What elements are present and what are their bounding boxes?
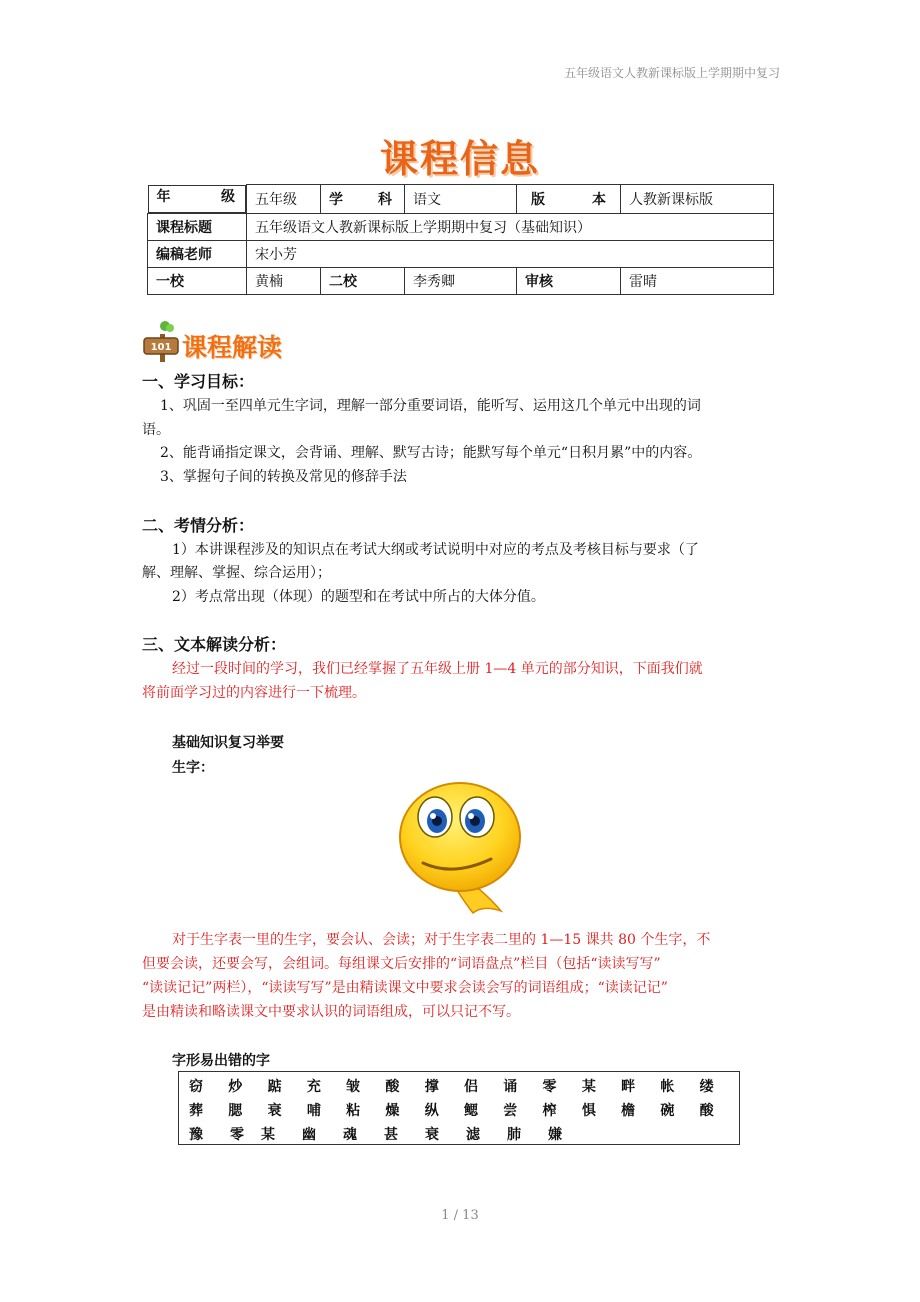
char: 踮 <box>267 1079 282 1095</box>
char-row-3 <box>189 1122 739 1146</box>
edition-value: 人教新课标版 <box>621 185 774 214</box>
char: 肺 <box>507 1127 521 1143</box>
review-value: 雷晴 <box>621 267 774 294</box>
char: 某 <box>261 1127 275 1143</box>
error-chars-box <box>178 1071 740 1145</box>
goals-heading: 一、学习目标： <box>142 372 255 391</box>
char: 充 <box>306 1079 321 1095</box>
text-analysis-heading: 三、文本解读分析： <box>142 635 287 654</box>
review-para: 对于生字表一里的生字，要会认、会读；对于生字表二里的 1—15 课共 80 个生字，不 <box>172 932 711 948</box>
review-para-4: 是由精读和略读课文中要求认识的词语组成，可以只记不写。 <box>142 1004 520 1020</box>
course-title-label: 课程标题 <box>148 213 247 240</box>
char: 滤 <box>466 1127 480 1143</box>
char: 幽 <box>302 1127 316 1143</box>
char: 畔 <box>621 1079 636 1095</box>
course-info-table <box>147 184 774 295</box>
analysis-intro: 经过一段时间的学习，我们已经掌握了五年级上册 1—4 单元的部分知识，下面我们就 <box>172 661 703 677</box>
course-title-value: 五年级语文人教新课标版上学期期中复习（基础知识） <box>247 213 774 240</box>
char: 魂 <box>343 1127 357 1143</box>
subject-value: 语文 <box>405 185 517 214</box>
char: 碗 <box>660 1103 675 1119</box>
char-row-2 <box>189 1098 739 1122</box>
goal-item-3: 3、掌握句子间的转换及常见的修辞手法 <box>160 469 407 485</box>
course-reading-banner <box>142 320 322 362</box>
char: 豫 <box>189 1127 203 1143</box>
char: 腮 <box>228 1103 243 1119</box>
char: 甚 <box>384 1127 398 1143</box>
char: 侣 <box>463 1079 478 1095</box>
char: 帐 <box>660 1079 675 1095</box>
char: 哺 <box>306 1103 321 1119</box>
char: 撑 <box>424 1079 439 1095</box>
char: 零 <box>230 1127 244 1143</box>
goal-item-1-cont: 语。 <box>142 422 170 438</box>
editor-label: 编稿老师 <box>148 240 247 267</box>
table-row <box>148 240 774 267</box>
char: 燥 <box>385 1103 400 1119</box>
signpost-icon <box>142 320 186 362</box>
char: 榨 <box>542 1103 557 1119</box>
banner-title: 课程解读 <box>182 333 283 362</box>
cartoon-fish-illustration <box>395 775 530 920</box>
page-title: 课程信息 <box>379 137 540 181</box>
char: 酸 <box>385 1079 400 1095</box>
review-para-3: “读读记记”两栏），“读读写写”是由精读课文中要求会读会写的词语组成；“读读记记” <box>142 980 668 996</box>
char: 诵 <box>503 1079 518 1095</box>
review-heading: 基础知识复习举要 <box>172 735 284 751</box>
char: 惧 <box>581 1103 596 1119</box>
school1-value: 黄楠 <box>247 267 321 294</box>
analysis-intro-cont: 将前面学习过的内容进行一下梳理。 <box>142 685 366 701</box>
goal-item-2: 2、能背诵指定课文，会背诵、理解、默写古诗；能默写每个单元“日积月累”中的内容。 <box>160 445 702 461</box>
subject-label: 学 科 <box>321 185 405 214</box>
char: 尝 <box>503 1103 518 1119</box>
table-row <box>148 213 774 240</box>
edition-label: 版 本 <box>517 185 621 214</box>
char: 纵 <box>424 1103 439 1119</box>
table-row <box>148 185 774 214</box>
char: 粘 <box>346 1103 361 1119</box>
char: 衰 <box>267 1103 282 1119</box>
school2-value: 李秀卿 <box>405 267 517 294</box>
exam-item-1-cont: 解、理解、掌握、综合运用）； <box>142 565 331 581</box>
grade-label: 年 级 <box>148 185 247 213</box>
char: 皱 <box>346 1079 361 1095</box>
char: 炒 <box>228 1079 243 1095</box>
error-chars-heading: 字形易出错的字 <box>172 1053 270 1069</box>
char: 檐 <box>621 1103 636 1119</box>
editor-value: 宋小芳 <box>247 240 774 267</box>
char: 缕 <box>699 1079 714 1095</box>
exam-item-1: 1）本讲课程涉及的知识点在考试大纲或考试说明中对应的考点及考核目标与要求（了 <box>172 542 699 558</box>
grade-value: 五年级 <box>247 185 321 214</box>
exam-item-2: 2）考点常出现（体现）的题型和在考试中所占的大体分值。 <box>172 589 545 605</box>
review-para-2: 但要会读，还要会写，会组词。每组课文后安排的“词语盘点”栏目（包括“读读写写” <box>142 956 661 972</box>
goal-item-1: 1、巩固一至四单元生字词，理解一部分重要词语，能听写、运用这几个单元中出现的词 <box>160 398 701 414</box>
exam-heading: 二、考情分析： <box>142 516 255 535</box>
badge-text: 101 <box>150 342 172 353</box>
char: 某 <box>581 1079 596 1095</box>
char: 葬 <box>189 1103 203 1119</box>
review-label: 审核 <box>517 267 621 294</box>
review-subheading: 生字： <box>172 760 214 776</box>
char: 衰 <box>425 1127 439 1143</box>
page-number: 1 / 13 <box>441 1208 479 1223</box>
char: 零 <box>542 1079 557 1095</box>
char: 窃 <box>189 1079 203 1095</box>
char: 酸 <box>699 1103 714 1119</box>
char: 鳃 <box>463 1103 478 1119</box>
header-note: 五年级语文人教新课标版上学期期中复习 <box>563 66 780 80</box>
school2-label: 二校 <box>321 267 405 294</box>
table-row <box>148 267 774 294</box>
char: 嫌 <box>548 1127 562 1143</box>
char-row-1 <box>189 1074 739 1098</box>
school1-label: 一校 <box>148 267 247 294</box>
